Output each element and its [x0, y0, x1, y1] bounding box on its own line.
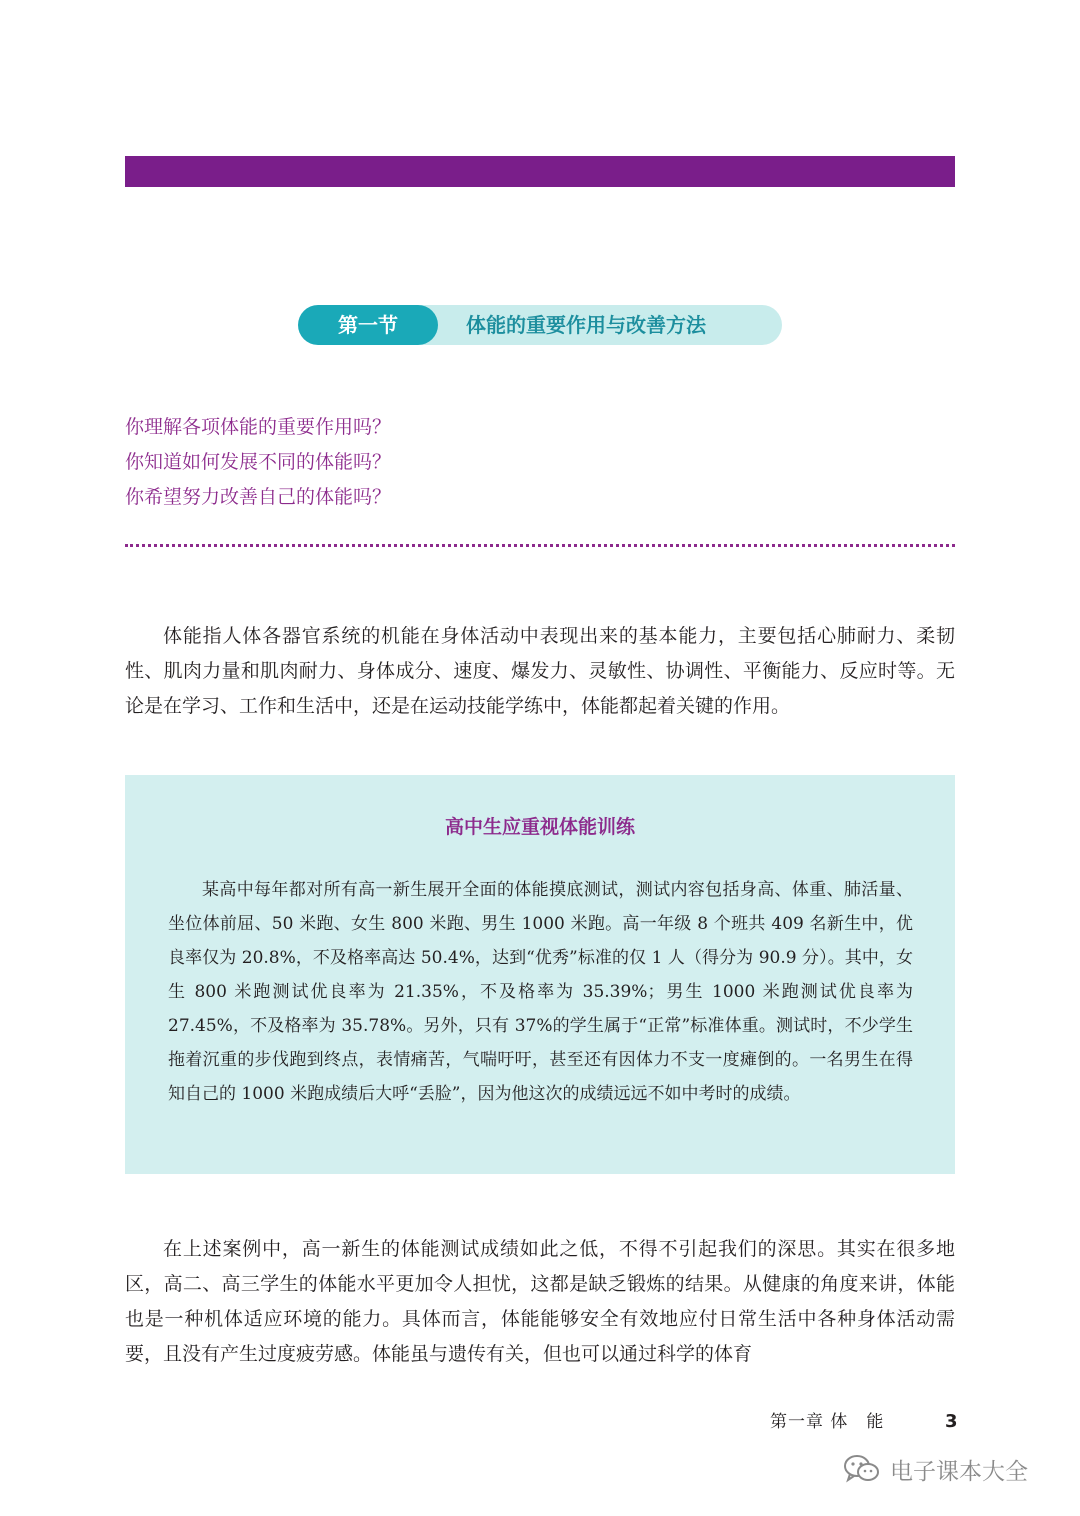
intro-paragraph: 体能指人体各器官系统的机能在身体活动中表现出来的基本能力，主要包括心肺耐力、柔韧性、肌肉力量和肌肉耐力、身体成分、速度、爆发力、灵敏性、协调性、平衡能力、反应时等。无论是在学习、工作和生活中，还是在运动技能学练中，体能都起着关键的作用。 — [125, 625, 955, 717]
top-color-bar — [125, 156, 955, 187]
section-title: 体能的重要作用与改善方法 — [466, 313, 706, 337]
question-item: 你希望努力改善自己的体能吗？ — [125, 486, 392, 508]
guiding-questions — [125, 410, 391, 515]
watermark-text: 电子课本大全 — [890, 1458, 1028, 1485]
watermark — [842, 1451, 1028, 1487]
case-study-text: 某高中每年都对所有高一新生展开全面的体能摸底测试，测试内容包括身高、体重、肺活量、坐位体前屈、50 米跑、女生 800 米跑、男生 1000 米跑。高一年级 8 个班共 409 名新生中，优良率仅为 20.8%，不及格率高达 50.4%，达到“优秀”标准的仅 1 人（得分为 90.9 分）。其中，女生 800 米跑测试优良率为 21.35%，不及格率为 35.39%；男生 1000 米跑测试优良率为 27.45%，不及格率为 35.78%。另外，只有 37%的学生属于“正常”标准体重。测试时，不少学生拖着沉重的步伐跑到终点，表情痛苦，气喘吁吁，甚至还有因体力不支一度瘫倒的。一名男生在得知自己的 1000 米跑成绩后大呼“丢脸”，因为他这次的成绩远远不如中考时的成绩。 — [168, 880, 913, 1104]
chapter-title: 第一章 体 能 — [770, 1412, 885, 1432]
section-label: 第一节 — [298, 305, 438, 345]
case-study-title: 高中生应重视体能训练 — [444, 816, 635, 838]
section-banner — [298, 305, 782, 345]
wechat-icon — [842, 1453, 882, 1485]
dotted-divider — [125, 544, 955, 547]
question-item: 你知道如何发展不同的体能吗？ — [125, 451, 392, 473]
page-number: 3 — [945, 1411, 958, 1432]
question-item: 你理解各项体能的重要作用吗？ — [125, 416, 392, 438]
page-footer — [770, 1408, 958, 1436]
body-paragraph: 在上述案例中，高一新生的体能测试成绩如此之低，不得不引起我们的深思。其实在很多地区，高二、高三学生的体能水平更加令人担忧，这都是缺乏锻炼的结果。从健康的角度来讲，体能也是一种机体适应环境的能力。具体而言，体能能够安全有效地应付日常生活中各种身体活动需要，且没有产生过度疲劳感。体能虽与遗传有关，但也可以通过科学的体育 — [125, 1238, 955, 1365]
